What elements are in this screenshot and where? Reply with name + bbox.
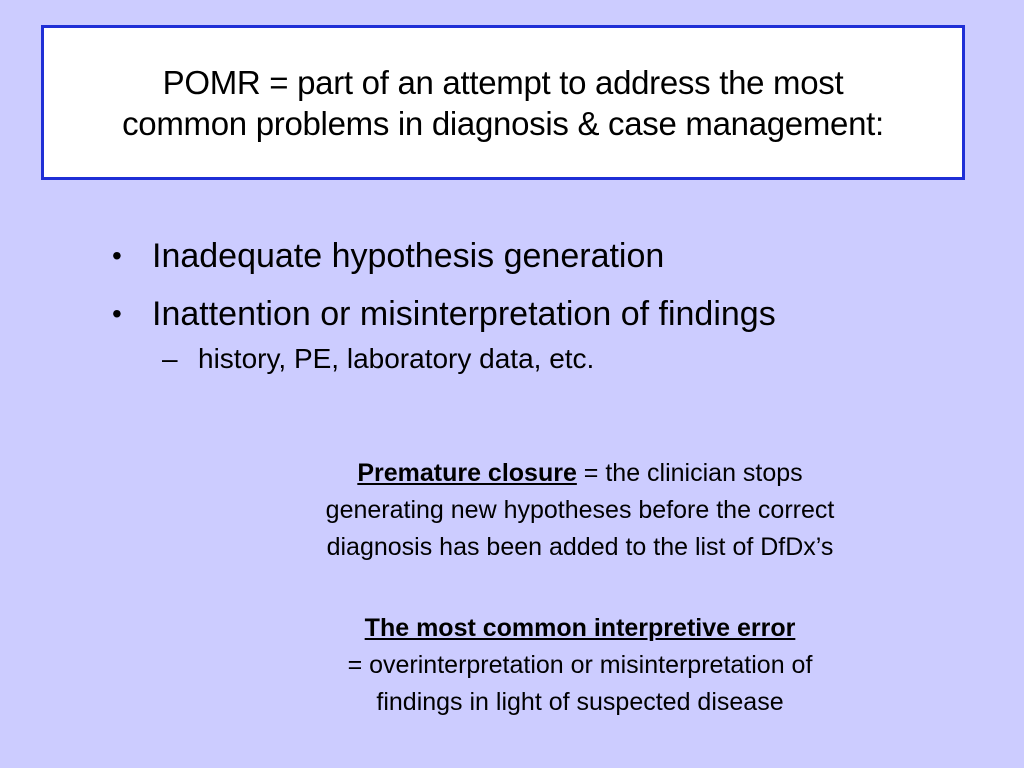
sub-bullet-marker: – [162,343,178,374]
interpretive-error-line-3: findings in light of suspected disease [376,688,784,716]
premature-closure-term: Premature closure [357,459,577,487]
premature-closure-line-1 [230,455,930,492]
interpretive-error-note [230,610,930,721]
bullet-text: Inattention or misinterpretation of findings [152,295,776,333]
bullet-item [112,294,972,334]
bullet-marker: • [112,298,122,329]
slide-title [122,62,884,144]
premature-closure-line-2: generating new hypotheses before the correct [325,496,835,524]
title-line-1: POMR = part of an attempt to address the most [162,63,844,101]
bullet-marker: • [112,240,122,271]
interpretive-error-term: The most common interpretive error [364,614,796,642]
sub-bullet-text: history, PE, laboratory data, etc. [198,343,595,374]
title-box [41,25,965,180]
bullet-item [112,236,972,276]
premature-closure-line-3: diagnosis has been added to the list of DfDx’s [326,533,834,561]
interpretive-error-line-2: = overinterpretation or misinterpretation of [347,651,813,679]
bullet-text: Inadequate hypothesis generation [152,237,665,275]
premature-closure-note [230,455,930,566]
title-line-2: common problems in diagnosis & case management: [122,104,884,142]
sub-bullet-item [112,342,972,376]
premature-closure-definition: = the clinician stops [576,459,803,487]
bullet-list [112,236,972,376]
